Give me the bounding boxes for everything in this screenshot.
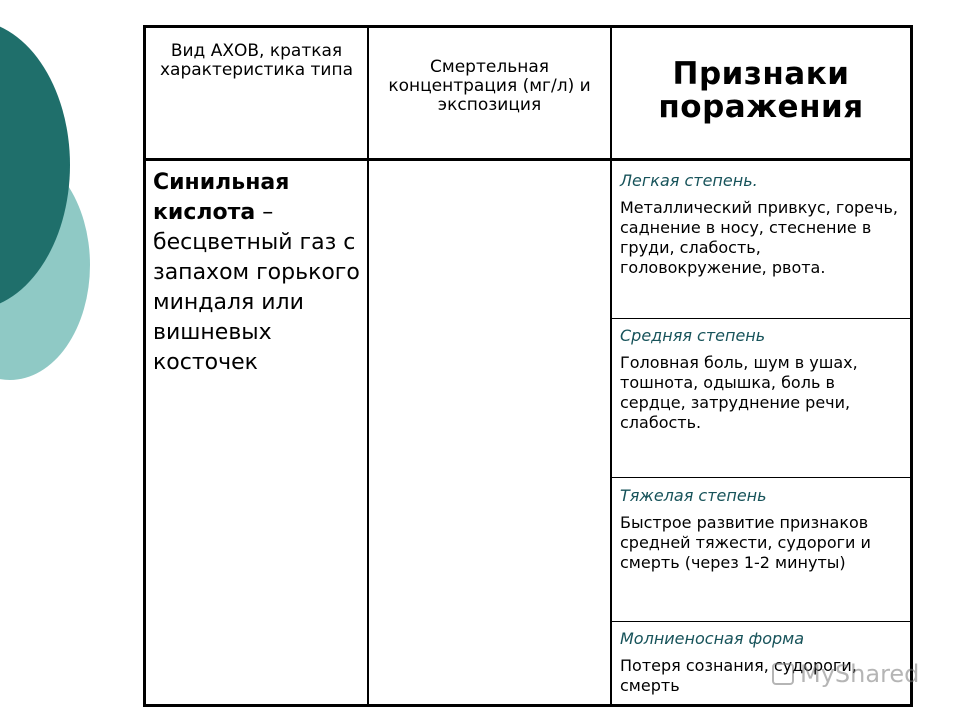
header-symptoms: Признаки поражения [658,56,864,125]
agent-dash: – [255,200,274,225]
row-divider-2 [610,477,910,478]
symptoms-table [143,25,913,707]
watermark [772,660,919,688]
severity-description: Металлический привкус, горечь, саднение в носу, стеснение в груди, слабость, головокружение, рвота. [620,198,898,277]
severity-title: Тяжелая степень [620,486,767,505]
agent-name: Синильная кислота [153,170,290,225]
row-divider-3 [610,621,910,622]
header-lethal-concentration: Смертельная концентрация (мг/л) и экспозиция [388,57,591,115]
watermark-icon [772,663,794,685]
row-divider-1 [610,318,910,319]
severity-medium [620,326,905,433]
severity-title: Легкая степень. [620,171,758,190]
agent-cell [153,168,363,378]
severity-title: Молниеносная форма [620,629,805,648]
concentration-cell [369,161,610,704]
severity-description: Головная боль, шум в ушах, тошнота, одышка, боль в сердце, затруднение речи, слабость. [620,353,858,432]
agent-description: бесцветный газ с запахом горького миндаля или вишневых косточек [153,230,360,375]
header-agent-type: Вид АХОВ, краткая характеристика типа [159,41,354,80]
watermark-text: MyShared [800,660,920,688]
severity-description: Быстрое развитие признаков средней тяжести, судороги и смерть (через 1-2 минуты) [620,513,871,572]
severity-heavy [620,486,905,573]
severity-light [620,171,905,278]
severity-description: Потеря сознания, судороги, смерть [620,656,857,695]
column-divider-2 [610,28,612,704]
severity-title: Средняя степень [620,326,766,345]
